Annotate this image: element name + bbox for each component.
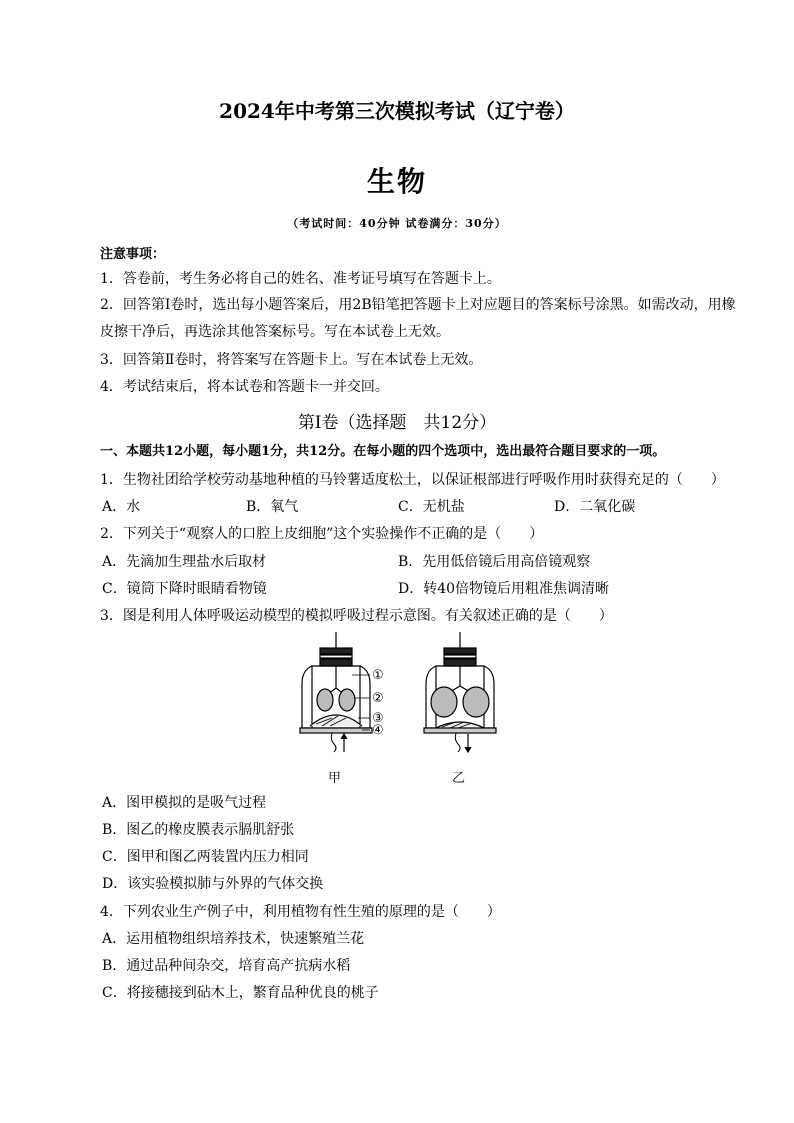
section-title: 第Ⅰ卷（选择题 共12分） — [297, 413, 497, 433]
question-1-option-c: C．无机盐 — [398, 499, 465, 515]
label-4: ④ — [372, 723, 384, 738]
question-4-option-a: A．运用植物组织培养技术，快速繁殖兰花 — [102, 931, 365, 947]
question-4-option-c: C．将接穗接到砧木上，繁育品种优良的桃子 — [102, 985, 379, 1001]
question-4-stem: 4．下列农业生产例子中，利用植物有性生殖的原理的是（ ） — [100, 904, 501, 920]
question-1-option-b: B．氧气 — [246, 499, 299, 515]
note-item: 皮擦干净后，再选涂其他答案标号。写在本试卷上无效。 — [100, 324, 450, 340]
question-1-stem: 1．生物社团给学校劳动基地种植的马铃薯适度松土，以保证根部进行呼吸作用时获得充足的（ ） — [100, 472, 725, 488]
note-item: 1．答卷前，考生务必将自己的姓名、准考证号填写在答题卡上。 — [100, 271, 501, 287]
question-3-option-b: B．图乙的橡皮膜表示膈肌舒张 — [102, 822, 295, 838]
label-3: ③ — [372, 711, 384, 726]
notes-title: 注意事项： — [100, 247, 166, 262]
question-2-option-b: B．先用低倍镜后用高倍镜观察 — [398, 554, 591, 570]
question-2-option-c: C．镜筒下降时眼睛看物镜 — [102, 581, 267, 597]
note-item: 2．回答第Ⅰ卷时，选出每小题答案后，用2B铅笔把答题卡上对应题目的答案标号涂黑。如需改动，用橡 — [100, 297, 736, 313]
question-3-option-c: C．图甲和图乙两装置内压力相同 — [102, 849, 309, 865]
question-3-option-a: A．图甲模拟的是吸气过程 — [102, 795, 267, 811]
label-2: ② — [372, 691, 384, 706]
question-2-option-d: D．转40倍物镜后用粗准焦调清晰 — [398, 581, 610, 597]
question-2-stem: 2．下列关于“观察人的口腔上皮细胞”这个实验操作不正确的是（ ） — [100, 526, 544, 542]
note-item: 3．回答第Ⅱ卷时，将答案写在答题卡上。写在本试卷上无效。 — [100, 352, 483, 368]
exam-info: （考试时间：40分钟 试卷满分：30分） — [287, 217, 507, 230]
breathing-model-figure — [292, 630, 512, 790]
question-2-option-a: A．先滴加生理盐水后取材 — [102, 554, 267, 570]
question-1-option-a: A．水 — [102, 499, 141, 515]
apparatus-jia — [300, 632, 372, 752]
section-instruction: 一、本题共12小题，每小题1分，共12分。在每小题的四个选项中，选出最符合题目要求的一项。 — [100, 444, 666, 459]
question-1-option-d: D．二氧化碳 — [554, 499, 636, 515]
breathing-model-diagram — [292, 630, 512, 790]
caption-jia: 甲 — [328, 771, 342, 786]
note-item: 4．考试结束后，将本试卷和答题卡一并交回。 — [100, 379, 389, 395]
question-3-stem: 3．图是利用人体呼吸运动模型的模拟呼吸过程示意图。有关叙述正确的是（ ） — [100, 608, 613, 624]
apparatus-yi — [424, 632, 496, 752]
exam-title: 2024年中考第三次模拟考试（辽宁卷） — [219, 99, 575, 123]
subject-title: 生物 — [366, 165, 427, 198]
caption-yi: 乙 — [452, 771, 466, 786]
label-1: ① — [372, 668, 384, 683]
question-4-option-b: B．通过品种间杂交，培育高产抗病水稻 — [102, 958, 351, 974]
question-3-option-d: D．该实验模拟肺与外界的气体交换 — [102, 876, 324, 892]
